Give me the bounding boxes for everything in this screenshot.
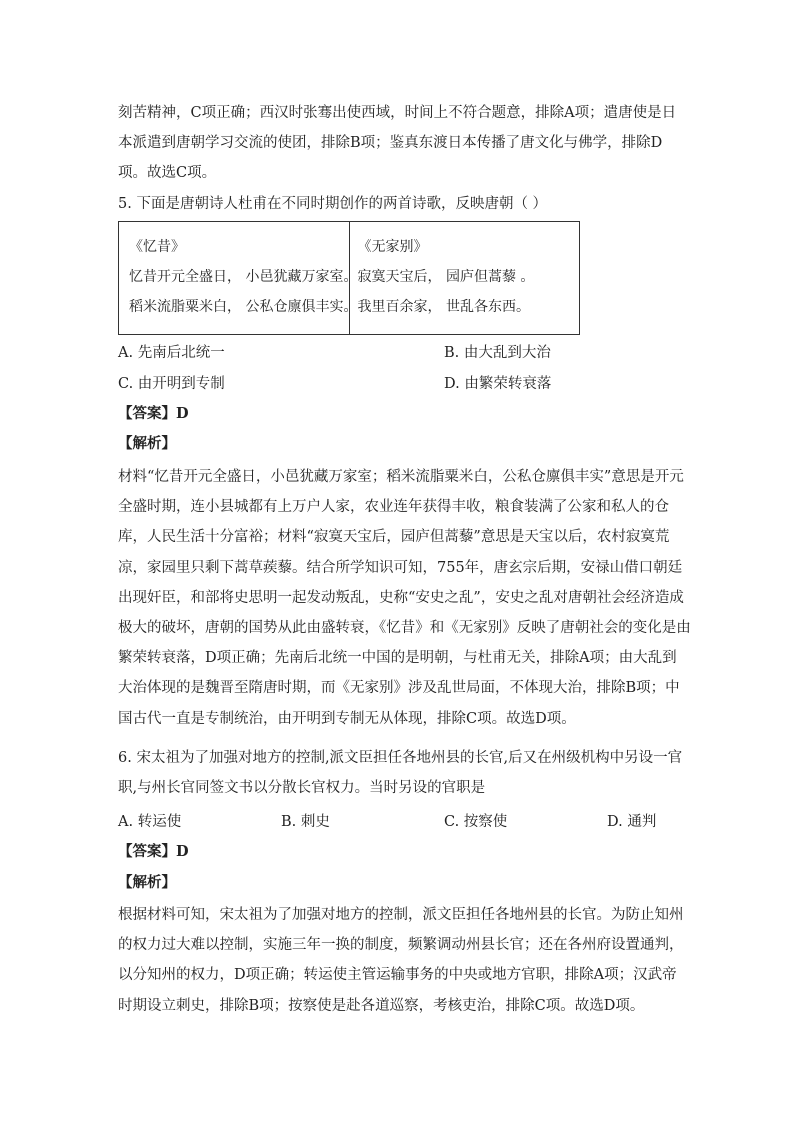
q5-option-b: B. 由大乱到大治 [444,345,551,361]
q6-option-d: D. 通判 [607,814,657,830]
intro-paragraph [118,98,678,189]
poem-line: 寂寞天宝后， 园庐但蒿藜 。 [357,269,535,285]
analysis-line: 时期设立刺史，排除B项；按察使是赴各道巡察，考核吏治，排除C项。故选D项。 [118,997,645,1014]
analysis-line: 材料“忆昔开元全盛日，小邑犹藏万家室；稻米流脂粟米白，公私仓廪俱丰实”意思是开元 [118,469,684,485]
q6-stem-line: 职,与州长官同签文书以分散长官权力。当时另设的官职是 [118,780,486,797]
poem-line: 忆昔开元全盛日， 小邑犹藏万家室。 [129,269,358,285]
intro-line: 本派遣到唐朝学习交流的使团，排除B项；鉴真东渡日本传播了唐文化与佛学，排除D [118,135,663,152]
analysis-line: 库，人民生活十分富裕；材料“寂寞天宝后，园庐但蒿藜”意思是天宝以后，农村寂寞荒 [118,529,670,546]
q5-analysis-label: 【解析】 [118,435,176,452]
intro-line: 刻苦精神，C项正确；西汉时张骞出使西域，时间上不符合题意，排除A项；遣唐使是日 [118,105,677,121]
q5-answer: 【答案】D [118,405,189,422]
poem-line: 稻米流脂粟米白， 公私仓廪俱丰实。 [129,299,358,315]
q5-option-d: D. 由繁荣转衰落 [444,376,552,392]
analysis-line: 繁荣转衰落，D项正确；先南后北统一中国的是明朝，与杜甫无关，排除A项；由大乱到 [118,650,677,667]
q6-analysis-label: 【解析】 [118,874,176,891]
q5-option-c: C. 由开明到专制 [118,376,225,392]
analysis-line: 全盛时期，连小县城都有上万户人家，农业连年获得丰收，粮食装满了公家和私人的仓 [118,499,669,516]
q6-analysis [118,900,684,1021]
analysis-line: 以分知州的权力，D项正确；转运使主管运输事务的中央或地方官职，排除A项；汉武帝 [118,967,677,984]
poem-cell-wujiabie [349,222,580,335]
q6-option-a: A. 转运使 [118,814,182,830]
analysis-line: 大治体现的是魏晋至隋唐时期，而《无家别》涉及乱世局面，不体现大治，排除B项；中 [118,680,680,697]
q6-stem-line: 6. 宋太祖为了加强对地方的控制,派文臣担任各地州县的长官,后又在州级机构中另设一官 [118,750,683,766]
q6-option-c: C. 按察使 [444,814,508,830]
analysis-line: 极大的破坏，唐朝的国势从此由盛转衰，《忆昔》和《无家别》反映了唐朝社会的变化是由 [118,620,691,637]
intro-line: 项。故选C项。 [118,165,217,182]
q5-analysis [118,462,691,734]
analysis-line: 出现奸臣，和部将史思明一起发动叛乱，史称“安史之乱”，安史之乱对唐朝社会经济造成 [118,589,684,606]
analysis-line: 的权力过大难以控制，实施三年一换的制度，频繁调动州县长官；还在各州府设置通判， [118,937,684,954]
poem-cell-yixi [119,222,358,335]
q5-option-a: A. 先南后北统一 [118,345,225,361]
q6-answer: 【答案】D [118,843,189,860]
poem-title: 《无家别》 [357,239,428,255]
q6-option-b: B. 刺史 [281,814,330,830]
q5-stem: 5. 下面是唐朝诗人杜甫在不同时期创作的两首诗歌，反映唐朝（ ） [118,196,548,212]
poem-line: 我里百余家， 世乱各东西。 [357,299,530,315]
analysis-line: 凉，家园里只剩下蒿草蒺藜。结合所学知识可知，755年，唐玄宗后期，安禄山借口朝廷 [118,559,683,576]
q5-poem-table [118,221,580,335]
q6-stem [118,743,683,803]
poem-title: 《忆昔》 [129,239,185,255]
analysis-line: 国古代一直是专制统治，由开明到专制无从体现，排除C项。故选D项。 [118,710,576,727]
analysis-line: 根据材料可知，宋太祖为了加强对地方的控制，派文臣担任各地州县的长官。为防止知州 [118,907,684,923]
